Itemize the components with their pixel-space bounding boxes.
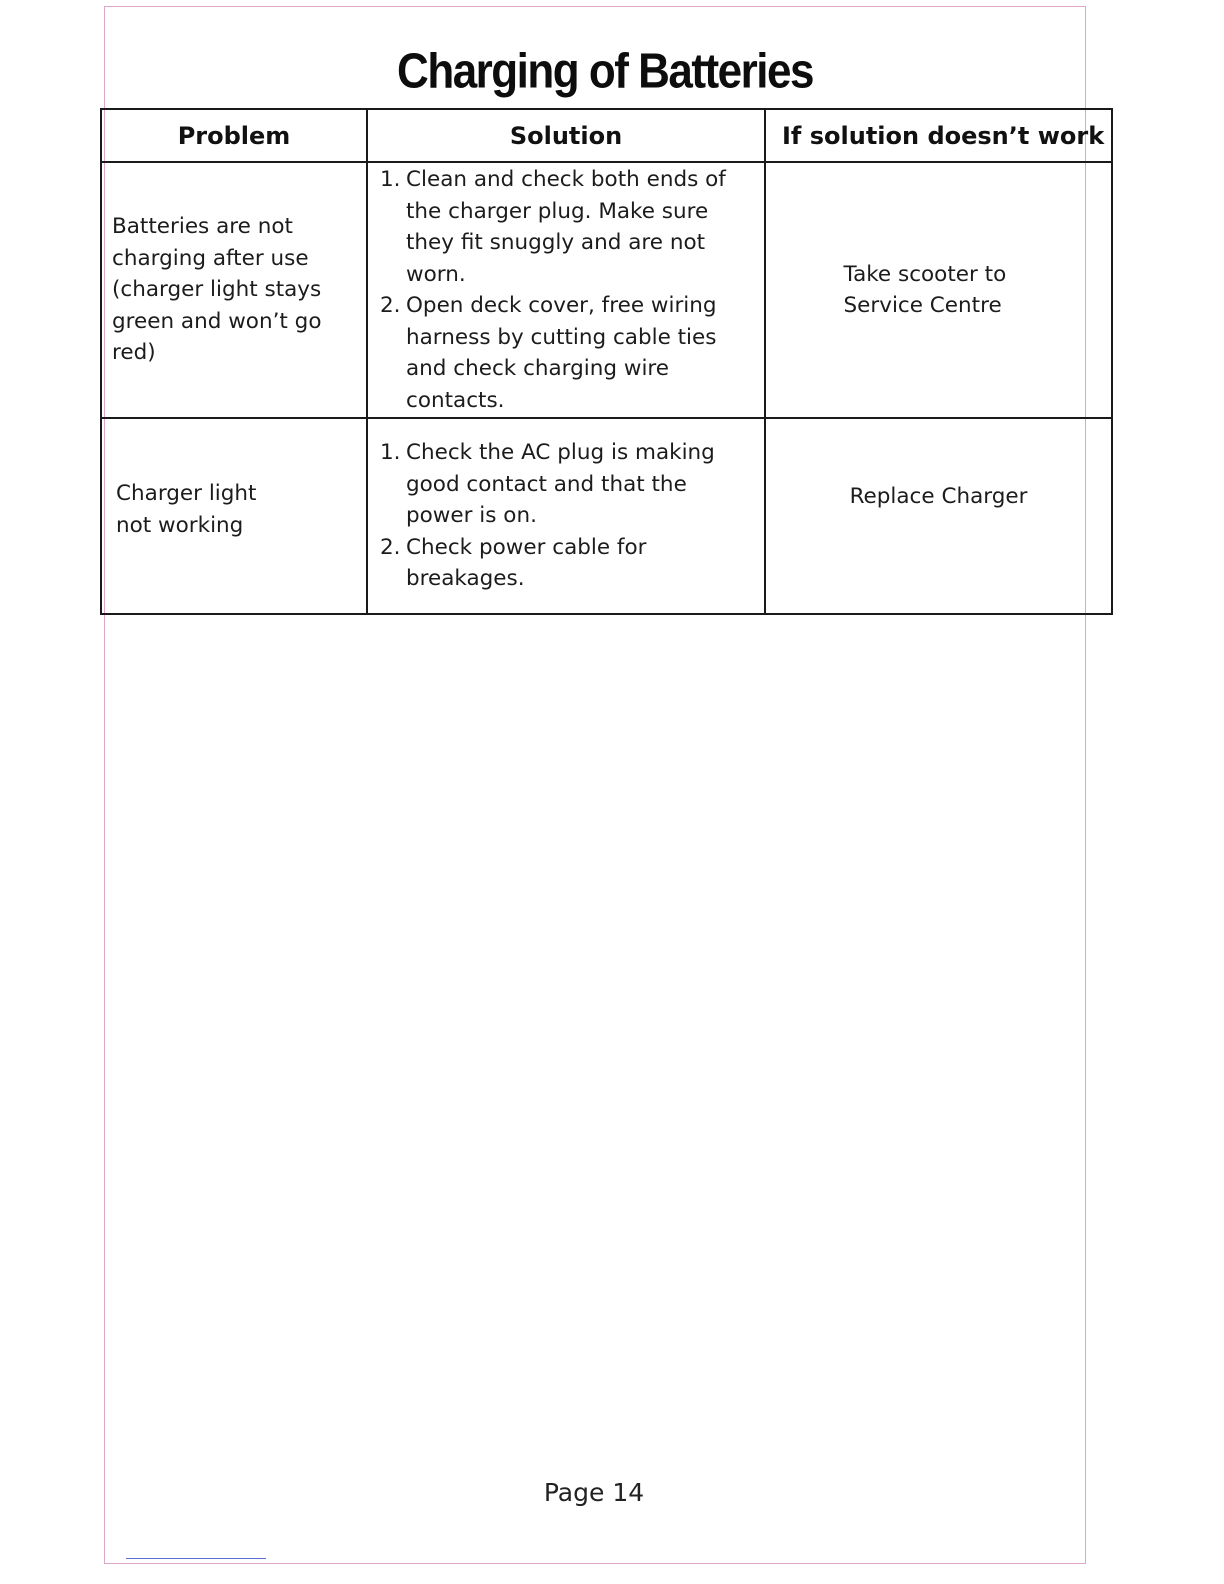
step-number: 1. (380, 440, 401, 466)
solution-cell (367, 162, 765, 418)
table-row (101, 418, 1112, 614)
step-number: 2. (380, 293, 401, 318)
solution-steps (380, 164, 762, 416)
fallback-text: Take scooter to Service Centre (843, 261, 1007, 318)
step-text: Clean and check both ends of the charger plug. Make sure they fit snuggly and are not worn. (406, 167, 726, 287)
troubleshooting-table (100, 108, 1113, 615)
step-text: Check the AC plug is making good contact and that the power is on. (406, 440, 715, 529)
table-row (101, 162, 1112, 418)
step-number: 2. (380, 534, 401, 560)
problem-text: Charger light not working (116, 481, 257, 538)
footnote-rule (126, 1558, 266, 1559)
header-fallback: If solution doesn’t work (765, 109, 1112, 162)
page-title: Charging of Batteries (397, 44, 813, 99)
step-number: 1. (380, 167, 401, 192)
solution-step (380, 164, 762, 290)
solution-step (380, 290, 762, 416)
problem-cell (101, 418, 367, 614)
table-header-row (101, 109, 1112, 162)
solution-step (380, 532, 720, 595)
header-solution: Solution (367, 109, 765, 162)
step-text: Open deck cover, free wiring harness by cutting cable ties and check charging wire contacts. (406, 293, 717, 413)
solution-steps (380, 437, 720, 595)
step-text: Check power cable for breakages. (406, 534, 647, 592)
header-problem: Problem (101, 109, 367, 162)
solution-cell (367, 418, 765, 614)
fallback-cell (765, 162, 1112, 418)
solution-step (380, 437, 720, 532)
page-number: Page 14 (543, 1478, 645, 1507)
problem-cell: Batteries are not charging after use (charger light stays green and won’t go red) (101, 162, 367, 418)
fallback-cell: Replace Charger (765, 418, 1112, 614)
